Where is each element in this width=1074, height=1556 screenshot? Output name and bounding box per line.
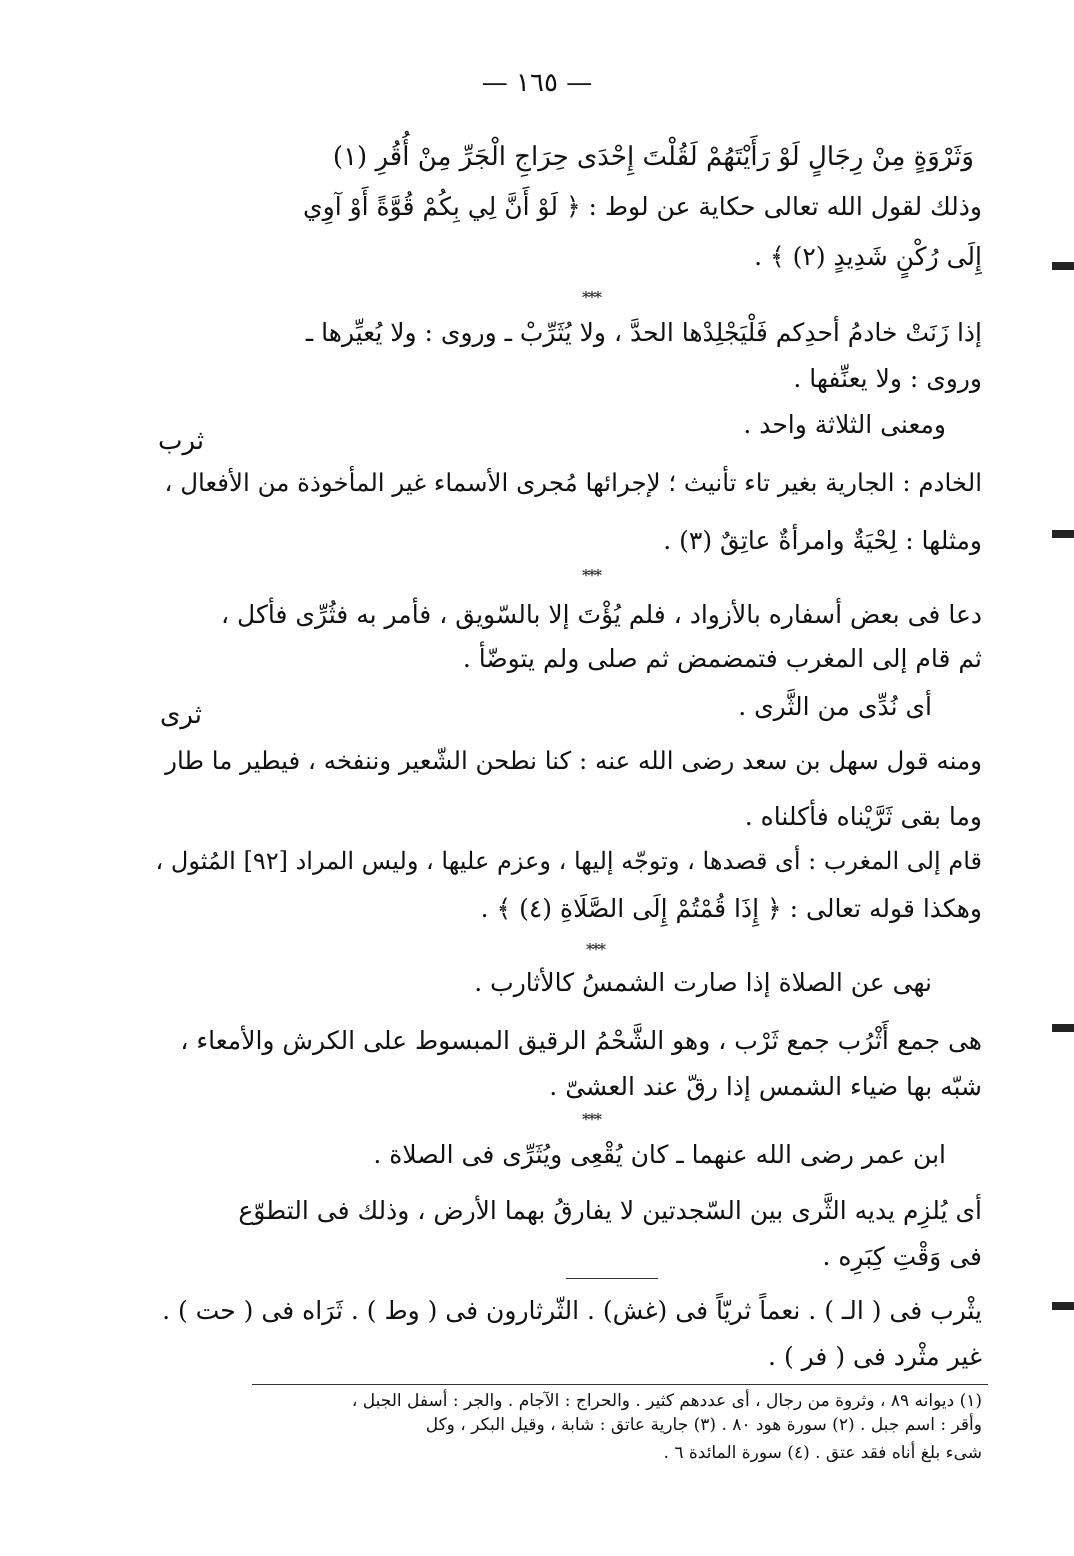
text-line-14: قام إلى المغرب : أى قصدها ، وتوجّه إليها ، وعزم عليها ، وليس المراد [٩٢] المُثول ، [155, 847, 982, 875]
margin-mark [1052, 262, 1074, 270]
text-line-18: شبّه بها ضياء الشمس إذا رقّ عند العشىّ . [549, 1072, 982, 1101]
text-line-11: أى نُدِّى من الثَّرى . [738, 692, 932, 721]
text-line-4: إذا زَنَتْ خادمُ أحدِكم فَلْيَجْلِدْها الحدَّ ، ولا يُثَرِّبْ ـ وروى : ولا يُعيِّرها ـ [305, 318, 982, 347]
margin-word-thara: ثرى [160, 700, 202, 730]
section-separator: *** [586, 940, 604, 959]
text-line-22: يثْرب فى ( الـ ) . نعماً ثريّاً فى (غش) . الثّرثارون فى ( وط ) . ثَرَاه فى ( حت ) . [162, 1296, 982, 1325]
text-line-20: أى يُلزِم يديه الثَّرى بين السّجدتين لا يفارقُ بهما الأرض ، وذلك فى التطوّع [238, 1196, 982, 1225]
margin-mark [1052, 1024, 1074, 1032]
text-line-5: وروى : ولا يعنِّفها . [793, 364, 982, 393]
text-line-9: دعا فى بعض أسفاره بالأزواد ، فلم يُؤْتَ إلا بالسّويق ، فأمر به فثُرِّى فأكل ، [221, 600, 982, 629]
text-line-8: ومثلها : لِحْيَةٌ وامرأةٌ عاتِقٌ (٣) . [663, 526, 982, 555]
text-line-13: وما بقى ثَرَّيْناه فأكلناه . [744, 802, 982, 831]
footnote-line-2: وأقر : اسم جبل . (٢) سورة هود ٨٠ . (٣) جارية عاتق : شابة ، وقيل البكر ، وكل [425, 1415, 982, 1435]
footnote-rule [252, 1384, 988, 1385]
text-line-15: وهكذا قوله تعالى : ﴿ إِذَا قُمْتُمْ إِلَى الصَّلَاةِ (٤) ﴾ . [480, 894, 982, 923]
footnote-line-3: شىء بلغ أناه فقد عتق . (٤) سورة المائدة ٦ . [663, 1443, 982, 1463]
text-line-17: هى جمع أَثْرُب جمع ثَرْب ، وهو الشَّحْمُ الرقيق المبسوط على الكرش والأمعاء ، [180, 1026, 982, 1055]
section-separator: *** [582, 288, 600, 307]
text-line-1: وَثَرْوَةٍ مِنْ رِجَالٍ لَوْ رَأَيْتَهُمْ لَقُلْتَ إِحْدَى حِرَاجِ الْجَرِّ مِنْ أُقُرِ (١) [332, 142, 974, 172]
text-line-23: غير مثْرد فى ( فر ) . [768, 1342, 982, 1371]
section-separator: *** [582, 566, 600, 585]
short-divider [566, 1278, 658, 1279]
text-line-3: إِلَى رُكْنٍ شَدِيدٍ (٢) ﴾ . [754, 242, 982, 271]
text-line-6: ومعنى الثلاثة واحد . [743, 410, 946, 439]
text-line-12: ومنه قول سهل بن سعد رضى الله عنه : كنا نطحن الشّعير وننفخه ، فيطير ما طار [165, 746, 982, 775]
text-line-7: الخادم : الجارية بغير تاء تأنيث ؛ لإجرائها مُجرى الأسماء غير المأخوذة من الأفعال ، [164, 468, 982, 497]
margin-mark [1052, 1302, 1074, 1310]
section-separator: *** [582, 1110, 600, 1129]
text-line-2: وذلك لقول الله تعالى حكاية عن لوط : ﴿ لَوْ أَنَّ لِي بِكُمْ قُوَّةً أَوْ آوِي [303, 192, 982, 221]
text-line-19: ابن عمر رضى الله عنهما ـ كان يُقْعِى ويُثَرِّى فى الصلاة . [373, 1140, 946, 1169]
page-number: — ١٦٥ — [481, 68, 593, 98]
text-line-21: فى وَقْتِ كِبَرِه . [822, 1242, 982, 1271]
margin-mark [1052, 530, 1074, 538]
text-line-16: نهى عن الصلاة إذا صارت الشمسُ كالأثارب . [474, 968, 932, 997]
text-line-10: ثم قام إلى المغرب فتمضمض ثم صلى ولم يتوضّأ . [462, 644, 982, 673]
margin-word-tharb: ثرب [158, 426, 205, 456]
footnote-line-1: (١) ديوانه ٨٩ ، وثروة من رجال ، أى عددهم كثير . والحراج : الآجام . والجر : أسفل الجبل ، [351, 1391, 982, 1411]
